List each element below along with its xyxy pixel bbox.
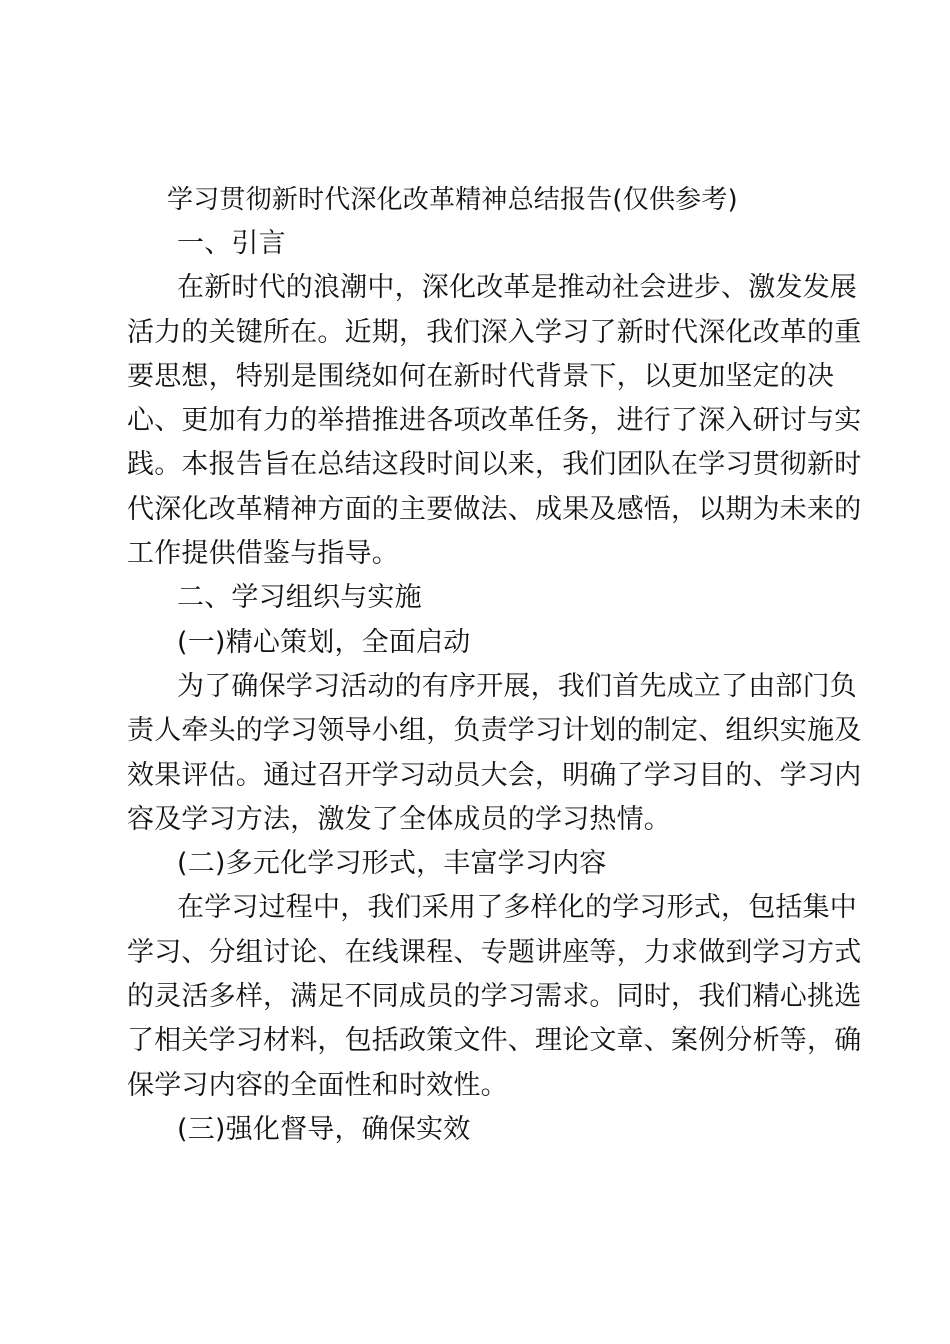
subsection-heading-planning: (一)精心策划，全面启动 <box>177 626 471 658</box>
subsection-heading-supervision: (三)强化督导，确保实效 <box>177 1113 471 1145</box>
paragraph-line: 了相关学习材料，包括政策文件、理论文章、案例分析等，确 <box>127 1025 862 1057</box>
paragraph-line: 活力的关键所在。近期，我们深入学习了新时代深化改革的重 <box>127 316 862 348</box>
section-heading-organization: 二、学习组织与实施 <box>177 582 422 614</box>
paragraph-line: 容及学习方法，激发了全体成员的学习热情。 <box>127 803 671 835</box>
section-heading-introduction: 一、引言 <box>177 228 286 259</box>
paragraph-line: 学习、分组讨论、在线课程、专题讲座等，力求做到学习方式 <box>127 936 862 968</box>
paragraph-line: 效果评估。通过召开学习动员大会，明确了学习目的、学习内 <box>127 759 862 791</box>
paragraph-line: 在新时代的浪潮中，深化改革是推动社会进步、激发发展 <box>177 272 857 304</box>
paragraph-line: 的灵活多样，满足不同成员的学习需求。同时，我们精心挑选 <box>127 981 862 1013</box>
paragraph-line: 要思想，特别是围绕如何在新时代背景下，以更加坚定的决 <box>127 360 835 392</box>
paragraph-line: 为了确保学习活动的有序开展，我们首先成立了由部门负 <box>177 670 857 702</box>
paragraph-line: 践。本报告旨在总结这段时间以来，我们团队在学习贯彻新时 <box>127 449 862 481</box>
paragraph-planning <box>127 665 862 842</box>
paragraph-line: 代深化改革精神方面的主要做法、成果及感悟，以期为未来的 <box>127 493 862 525</box>
paragraph-line: 工作提供借鉴与指导。 <box>127 538 399 570</box>
document-body <box>127 178 862 1152</box>
paragraph-learning-forms <box>127 886 862 1107</box>
paragraph-line: 保学习内容的全面性和时效性。 <box>127 1069 508 1101</box>
paragraph-line: 责人牵头的学习领导小组，负责学习计划的制定、组织实施及 <box>127 715 862 747</box>
subsection-heading-learning-forms: (二)多元化学习形式，丰富学习内容 <box>177 848 607 880</box>
paragraph-introduction <box>127 266 862 576</box>
document-title: 学习贯彻新时代深化改革精神总结报告(仅供参考) <box>167 185 738 215</box>
paragraph-line: 在学习过程中，我们采用了多样化的学习形式，包括集中 <box>177 892 857 924</box>
paragraph-line: 心、更加有力的举措推进各项改革任务，进行了深入研讨与实 <box>127 405 862 437</box>
